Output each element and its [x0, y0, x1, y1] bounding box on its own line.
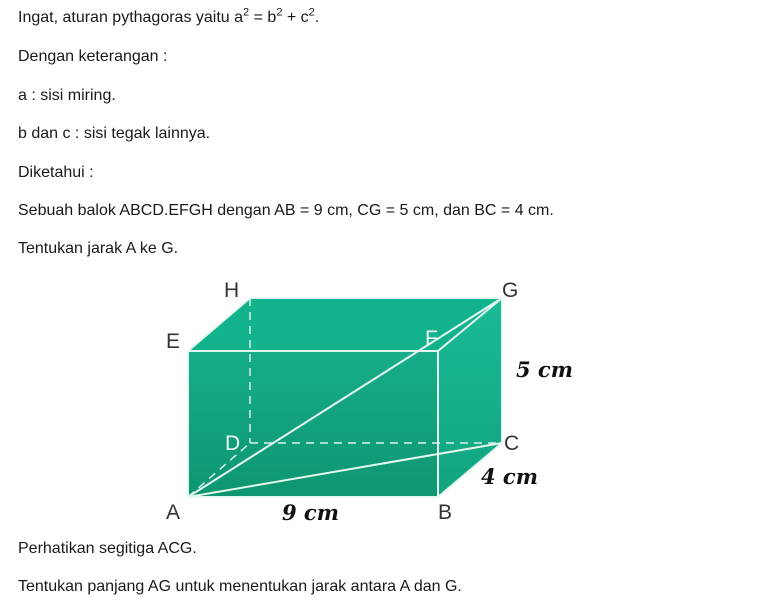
given-statement: Sebuah balok ABCD.EFGH dengan AB = 9 cm, CG = 5 cm, dan BC = 4 cm.	[18, 202, 554, 219]
dimension-CG: 5 cm	[516, 357, 573, 382]
vertex-label-E: E	[166, 330, 181, 353]
definition-bc: b dan c : sisi tegak lainnya.	[18, 125, 211, 142]
vertex-label-B: B	[438, 501, 453, 524]
vertex-label-A: A	[166, 501, 181, 524]
vertex-label-H: H	[224, 279, 240, 302]
question-statement: Tentukan jarak A ke G.	[18, 240, 179, 257]
task-statement: Tentukan panjang AG untuk menentukan jarak antara A dan G.	[18, 578, 462, 595]
diketahui-heading: Diketahui :	[18, 164, 94, 181]
vertex-label-C: C	[504, 432, 520, 455]
keterangan-heading: Dengan keterangan :	[18, 48, 168, 65]
pythagoras-rule: Ingat, aturan pythagoras yaitu $a^2 = b^2 + c^2$.	[18, 6, 320, 26]
vertex-label-G: G	[502, 279, 519, 302]
dimension-BC: 4 cm	[481, 464, 538, 489]
triangle-note: Perhatikan segitiga ACG.	[18, 540, 197, 557]
vertex-label-F: F	[425, 327, 438, 350]
vertex-label-D: D	[225, 432, 241, 455]
dimension-AB: 9 cm	[282, 500, 339, 525]
definition-a: a : sisi miring.	[18, 87, 116, 104]
